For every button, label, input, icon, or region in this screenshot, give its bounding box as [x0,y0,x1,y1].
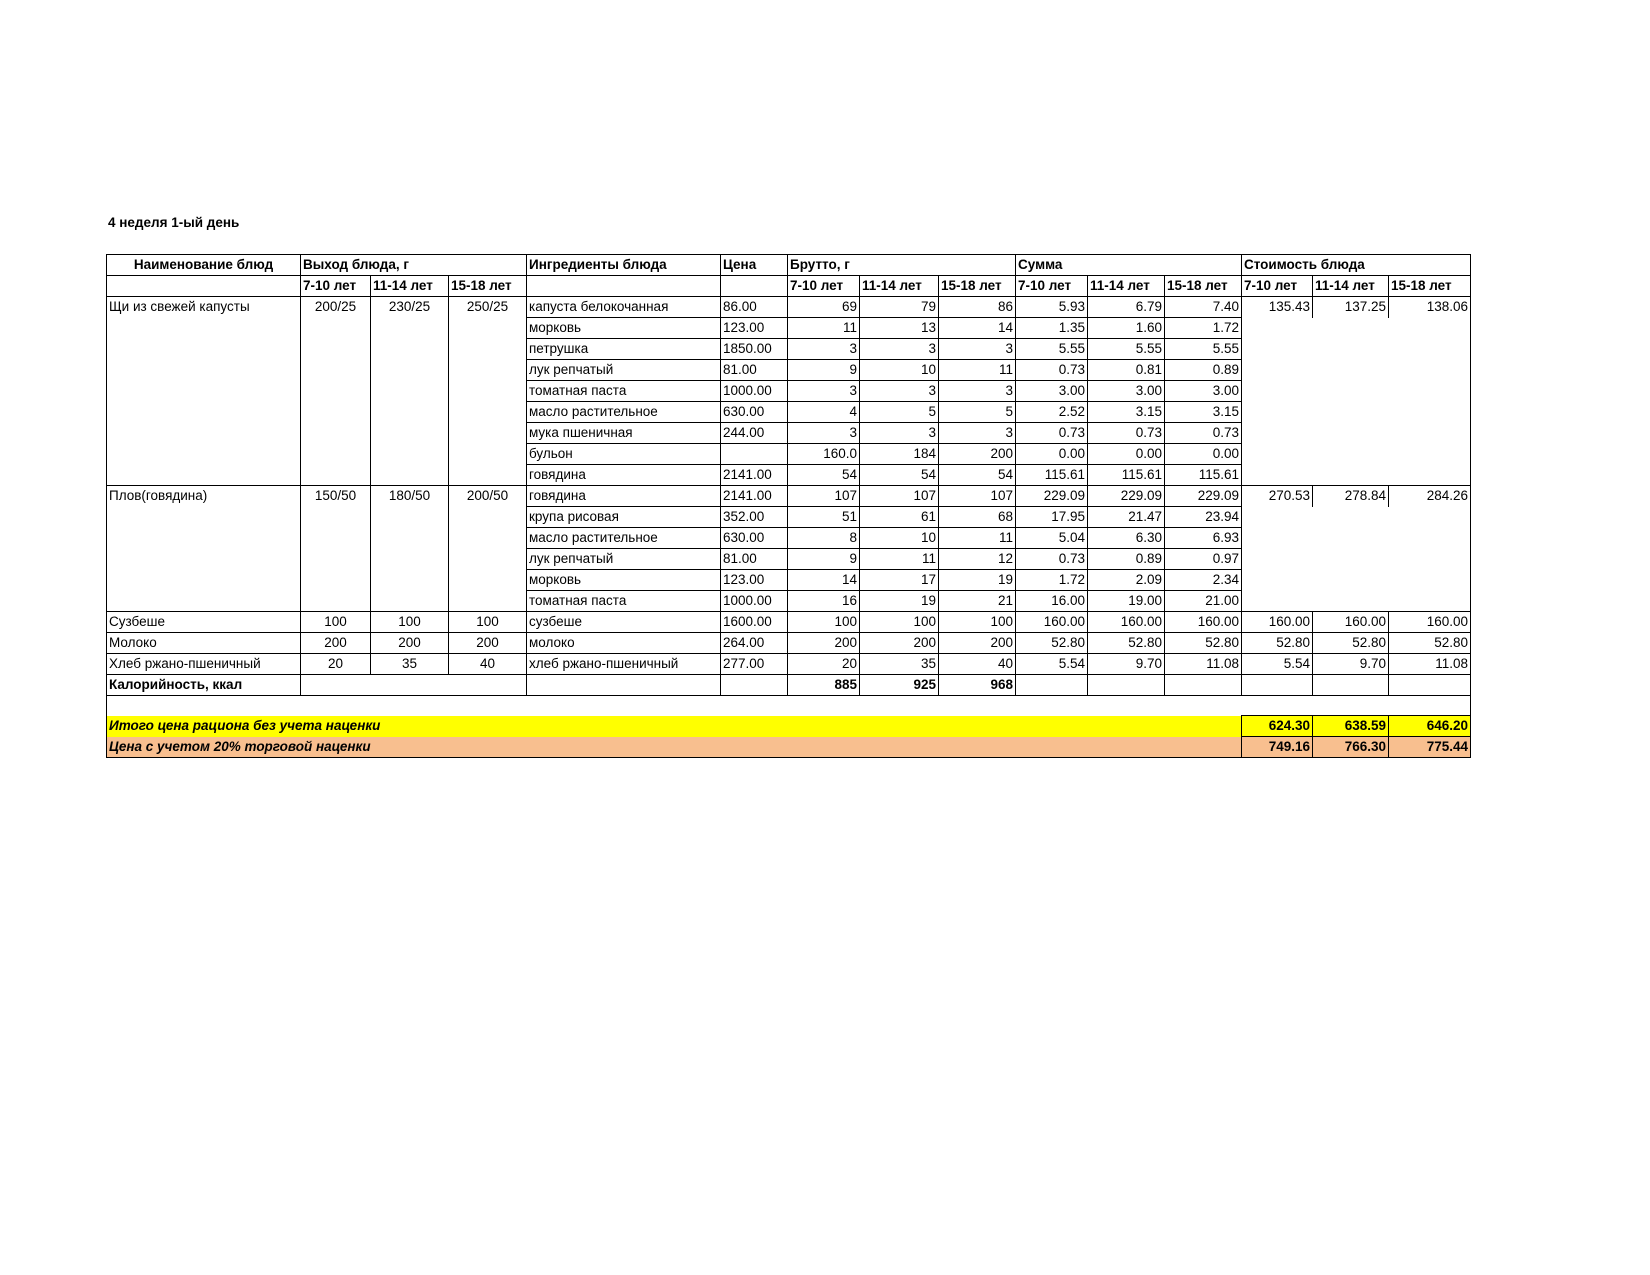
ingredient-sum: 1.60 [1088,318,1165,339]
ingredient-sum: 5.04 [1016,528,1088,549]
ingredient-sum: 5.55 [1016,339,1088,360]
header-age-group: 7-10 лет [301,276,371,297]
dish-yield: 40 [449,654,527,675]
ingredient-brutto: 11 [939,528,1016,549]
empty-cell [1389,360,1471,381]
dish-yield: 200/25 [301,297,371,486]
dish-yield: 180/50 [371,486,449,612]
ingredient-sum: 3.15 [1165,402,1242,423]
ingredient-brutto: 54 [939,465,1016,486]
dish-yield: 100 [301,612,371,633]
ingredient-price: 264.00 [721,633,788,654]
header-sum: Сумма [1016,255,1242,276]
ingredient-sum: 0.00 [1165,444,1242,465]
header-age-group: 11-14 лет [1313,276,1389,297]
dish-yield: 150/50 [301,486,371,612]
ingredient-brutto: 35 [860,654,939,675]
empty-cell [1389,423,1471,444]
ingredient-sum: 0.73 [1016,423,1088,444]
ingredient-sum: 0.00 [1016,444,1088,465]
ingredient-sum: 160.00 [1016,612,1088,633]
dish-cost: 160.00 [1389,612,1471,633]
empty-cell [1242,675,1313,696]
ingredient-sum: 21.47 [1088,507,1165,528]
empty-cell [1242,570,1313,591]
empty-cell [1389,381,1471,402]
ingredient-brutto: 13 [860,318,939,339]
dish-yield: 200/50 [449,486,527,612]
header-age-group: 15-18 лет [1165,276,1242,297]
menu-cost-table [106,254,1471,758]
empty-cell [301,675,527,696]
table-row [107,654,1471,675]
ingredient-name: томатная паста [527,591,721,612]
empty-cell [1313,549,1389,570]
header-age-group: 11-14 лет [1088,276,1165,297]
ingredient-sum: 0.00 [1088,444,1165,465]
dish-name: Сузбеше [107,612,301,633]
ingredient-sum: 0.89 [1165,360,1242,381]
ingredient-sum: 52.80 [1165,633,1242,654]
ingredient-brutto: 200 [860,633,939,654]
ingredient-name: молоко [527,633,721,654]
ingredient-brutto: 61 [860,507,939,528]
ingredient-sum: 9.70 [1088,654,1165,675]
total-no-markup-value: 638.59 [1313,716,1389,737]
header-age-group: 15-18 лет [449,276,527,297]
ingredient-sum: 0.73 [1165,423,1242,444]
dish-yield: 20 [301,654,371,675]
header-price: Цена [721,255,788,276]
calories-row [107,675,1471,696]
ingredient-brutto: 10 [860,360,939,381]
ingredient-price: 86.00 [721,297,788,318]
ingredient-price: 2141.00 [721,465,788,486]
ingredient-price [721,444,788,465]
ingredient-name: говядина [527,486,721,507]
ingredient-sum: 6.93 [1165,528,1242,549]
ingredient-brutto: 54 [860,465,939,486]
ingredient-sum: 3.00 [1016,381,1088,402]
ingredient-brutto: 11 [788,318,860,339]
ingredient-brutto: 3 [939,423,1016,444]
calories-label: Калорийность, ккал [107,675,301,696]
header-yield: Выход блюда, г [301,255,527,276]
ingredient-brutto: 100 [788,612,860,633]
dish-name: Плов(говядина) [107,486,301,612]
header-age-group: 11-14 лет [371,276,449,297]
empty-cell [1313,507,1389,528]
header-empty [107,276,301,297]
ingredient-brutto: 21 [939,591,1016,612]
empty-cell [1389,570,1471,591]
dish-cost: 52.80 [1242,633,1313,654]
empty-cell [1313,402,1389,423]
empty-cell [1242,528,1313,549]
ingredient-sum: 0.73 [1016,549,1088,570]
total-with-markup-value: 775.44 [1389,737,1471,758]
ingredient-sum: 52.80 [1088,633,1165,654]
ingredient-sum: 21.00 [1165,591,1242,612]
ingredient-brutto: 3 [788,339,860,360]
ingredient-brutto: 3 [860,339,939,360]
ingredient-sum: 1.35 [1016,318,1088,339]
ingredient-price: 1850.00 [721,339,788,360]
ingredient-brutto: 68 [939,507,1016,528]
header-dish-name: Наименование блюд [107,255,301,276]
dish-name: Щи из свежей капусты [107,297,301,486]
ingredient-sum: 0.73 [1088,423,1165,444]
ingredient-brutto: 3 [788,381,860,402]
dish-yield: 35 [371,654,449,675]
ingredient-brutto: 200 [939,633,1016,654]
ingredient-price: 630.00 [721,528,788,549]
ingredient-sum: 2.34 [1165,570,1242,591]
ingredient-brutto: 14 [788,570,860,591]
empty-cell [1389,402,1471,423]
header-age-group: 7-10 лет [788,276,860,297]
ingredient-name: лук репчатый [527,360,721,381]
empty-cell [107,696,1471,716]
ingredient-name: хлеб ржано-пшеничный [527,654,721,675]
empty-cell [1389,465,1471,486]
dish-cost: 160.00 [1313,612,1389,633]
ingredient-sum: 160.00 [1165,612,1242,633]
dish-cost: 52.80 [1313,633,1389,654]
ingredient-sum: 3.00 [1088,381,1165,402]
empty-cell [1389,528,1471,549]
empty-cell [1313,444,1389,465]
empty-cell [1242,507,1313,528]
empty-cell [1313,381,1389,402]
ingredient-brutto: 184 [860,444,939,465]
ingredient-sum: 115.61 [1016,465,1088,486]
ingredient-price: 277.00 [721,654,788,675]
ingredient-sum: 1.72 [1016,570,1088,591]
ingredient-price: 123.00 [721,318,788,339]
calories-value: 925 [860,675,939,696]
ingredient-sum: 229.09 [1016,486,1088,507]
ingredient-name: бульон [527,444,721,465]
ingredient-brutto: 54 [788,465,860,486]
ingredient-price: 81.00 [721,360,788,381]
ingredient-brutto: 11 [860,549,939,570]
dish-cost: 11.08 [1389,654,1471,675]
ingredient-price: 81.00 [721,549,788,570]
total-no-markup-value: 624.30 [1242,716,1313,737]
header-age-group: 15-18 лет [1389,276,1471,297]
ingredient-brutto: 9 [788,549,860,570]
header-age-group: 7-10 лет [1016,276,1088,297]
ingredient-brutto: 200 [939,444,1016,465]
ingredient-brutto: 160.0 [788,444,860,465]
empty-cell [1313,570,1389,591]
dish-cost: 137.25 [1313,297,1389,318]
empty-cell [1242,549,1313,570]
total-no-markup-value: 646.20 [1389,716,1471,737]
ingredient-sum: 160.00 [1088,612,1165,633]
header-brutto: Брутто, г [788,255,1016,276]
ingredient-brutto: 9 [788,360,860,381]
ingredient-brutto: 3 [860,423,939,444]
ingredient-brutto: 17 [860,570,939,591]
ingredient-price: 244.00 [721,423,788,444]
ingredient-name: мука пшеничная [527,423,721,444]
ingredient-brutto: 3 [788,423,860,444]
ingredient-sum: 5.93 [1016,297,1088,318]
ingredient-brutto: 107 [939,486,1016,507]
empty-cell [1313,360,1389,381]
ingredient-name: сузбеше [527,612,721,633]
dish-cost: 5.54 [1242,654,1313,675]
empty-cell [1389,549,1471,570]
empty-cell [1313,465,1389,486]
dish-cost: 284.26 [1389,486,1471,507]
ingredient-price: 1000.00 [721,591,788,612]
ingredient-price: 630.00 [721,402,788,423]
table-row [107,297,1471,318]
ingredient-name: масло растительное [527,528,721,549]
dish-yield: 200 [301,633,371,654]
spacer-row [107,696,1471,716]
dish-yield: 200 [449,633,527,654]
total-with-markup-label: Цена с учетом 20% торговой наценки [107,737,1242,758]
empty-cell [1389,507,1471,528]
ingredient-brutto: 3 [939,381,1016,402]
dish-name: Молоко [107,633,301,654]
total-with-markup-row [107,737,1471,758]
empty-cell [1313,318,1389,339]
dish-yield: 200 [371,633,449,654]
ingredient-brutto: 16 [788,591,860,612]
ingredient-sum: 115.61 [1088,465,1165,486]
dish-cost: 278.84 [1313,486,1389,507]
ingredient-name: морковь [527,570,721,591]
ingredient-brutto: 107 [788,486,860,507]
ingredient-price: 1600.00 [721,612,788,633]
ingredient-sum: 0.97 [1165,549,1242,570]
empty-cell [1242,381,1313,402]
ingredient-brutto: 12 [939,549,1016,570]
ingredient-sum: 2.09 [1088,570,1165,591]
empty-cell [1088,675,1165,696]
empty-cell [1313,675,1389,696]
ingredient-sum: 17.95 [1016,507,1088,528]
ingredient-sum: 0.89 [1088,549,1165,570]
empty-cell [1389,318,1471,339]
ingredient-brutto: 79 [860,297,939,318]
dish-name: Хлеб ржано-пшеничный [107,654,301,675]
ingredient-sum: 52.80 [1016,633,1088,654]
header-dish-cost: Стоимость блюда [1242,255,1471,276]
ingredient-name: капуста белокочанная [527,297,721,318]
header-age-group: 7-10 лет [1242,276,1313,297]
dish-cost: 9.70 [1313,654,1389,675]
ingredient-name: крупа рисовая [527,507,721,528]
dish-yield: 250/25 [449,297,527,486]
empty-cell [1313,339,1389,360]
ingredient-sum: 0.73 [1016,360,1088,381]
table-row [107,612,1471,633]
ingredient-sum: 115.61 [1165,465,1242,486]
ingredient-sum: 19.00 [1088,591,1165,612]
total-with-markup-value: 749.16 [1242,737,1313,758]
ingredient-price: 352.00 [721,507,788,528]
ingredient-brutto: 5 [860,402,939,423]
header-ingredients: Ингредиенты блюда [527,255,721,276]
empty-cell [1165,675,1242,696]
ingredient-brutto: 3 [939,339,1016,360]
ingredient-sum: 229.09 [1088,486,1165,507]
dish-yield: 230/25 [371,297,449,486]
calories-value: 885 [788,675,860,696]
table-row [107,633,1471,654]
ingredient-price: 2141.00 [721,486,788,507]
ingredient-sum: 16.00 [1016,591,1088,612]
ingredient-brutto: 10 [860,528,939,549]
ingredient-brutto: 19 [939,570,1016,591]
empty-cell [1389,339,1471,360]
ingredient-sum: 6.79 [1088,297,1165,318]
empty-cell [1242,465,1313,486]
header-row-2 [107,276,1471,297]
empty-cell [1242,444,1313,465]
ingredient-brutto: 11 [939,360,1016,381]
ingredient-sum: 0.81 [1088,360,1165,381]
ingredient-name: петрушка [527,339,721,360]
ingredient-price: 123.00 [721,570,788,591]
empty-cell [721,675,788,696]
header-empty [721,276,788,297]
ingredient-price: 1000.00 [721,381,788,402]
ingredient-sum: 5.55 [1165,339,1242,360]
header-row-1 [107,255,1471,276]
ingredient-brutto: 100 [939,612,1016,633]
ingredient-name: лук репчатый [527,549,721,570]
ingredient-sum: 1.72 [1165,318,1242,339]
empty-cell [1242,423,1313,444]
ingredient-sum: 3.00 [1165,381,1242,402]
total-no-markup-label: Итого цена рациона без учета наценки [107,716,1242,737]
ingredient-name: морковь [527,318,721,339]
dish-yield: 100 [371,612,449,633]
empty-cell [1242,402,1313,423]
ingredient-sum: 2.52 [1016,402,1088,423]
ingredient-brutto: 100 [860,612,939,633]
empty-cell [1313,591,1389,612]
header-age-group: 11-14 лет [860,276,939,297]
ingredient-brutto: 86 [939,297,1016,318]
ingredient-name: говядина [527,465,721,486]
ingredient-brutto: 200 [788,633,860,654]
empty-cell [527,675,721,696]
empty-cell [1389,675,1471,696]
calories-value: 968 [939,675,1016,696]
ingredient-name: масло растительное [527,402,721,423]
ingredient-sum: 23.94 [1165,507,1242,528]
total-with-markup-value: 766.30 [1313,737,1389,758]
ingredient-brutto: 107 [860,486,939,507]
ingredient-brutto: 69 [788,297,860,318]
dish-cost: 135.43 [1242,297,1313,318]
empty-cell [1313,528,1389,549]
ingredient-sum: 6.30 [1088,528,1165,549]
ingredient-sum: 3.15 [1088,402,1165,423]
ingredient-sum: 7.40 [1165,297,1242,318]
empty-cell [1242,360,1313,381]
ingredient-sum: 11.08 [1165,654,1242,675]
ingredient-brutto: 8 [788,528,860,549]
empty-cell [1016,675,1088,696]
dish-cost: 270.53 [1242,486,1313,507]
ingredient-brutto: 5 [939,402,1016,423]
ingredient-brutto: 51 [788,507,860,528]
empty-cell [1389,444,1471,465]
dish-cost: 138.06 [1389,297,1471,318]
empty-cell [1242,318,1313,339]
ingredient-brutto: 20 [788,654,860,675]
header-age-group: 15-18 лет [939,276,1016,297]
table-row [107,486,1471,507]
ingredient-name: томатная паста [527,381,721,402]
ingredient-brutto: 4 [788,402,860,423]
ingredient-brutto: 40 [939,654,1016,675]
ingredient-sum: 5.54 [1016,654,1088,675]
ingredient-brutto: 14 [939,318,1016,339]
empty-cell [1389,591,1471,612]
dish-yield: 100 [449,612,527,633]
ingredient-sum: 229.09 [1165,486,1242,507]
ingredient-brutto: 3 [860,381,939,402]
empty-cell [1242,339,1313,360]
header-empty [527,276,721,297]
ingredient-brutto: 19 [860,591,939,612]
total-no-markup-row [107,716,1471,737]
page-title: 4 неделя 1-ый день [108,215,240,230]
dish-cost: 160.00 [1242,612,1313,633]
empty-cell [1242,591,1313,612]
ingredient-sum: 5.55 [1088,339,1165,360]
dish-cost: 52.80 [1389,633,1471,654]
empty-cell [1313,423,1389,444]
